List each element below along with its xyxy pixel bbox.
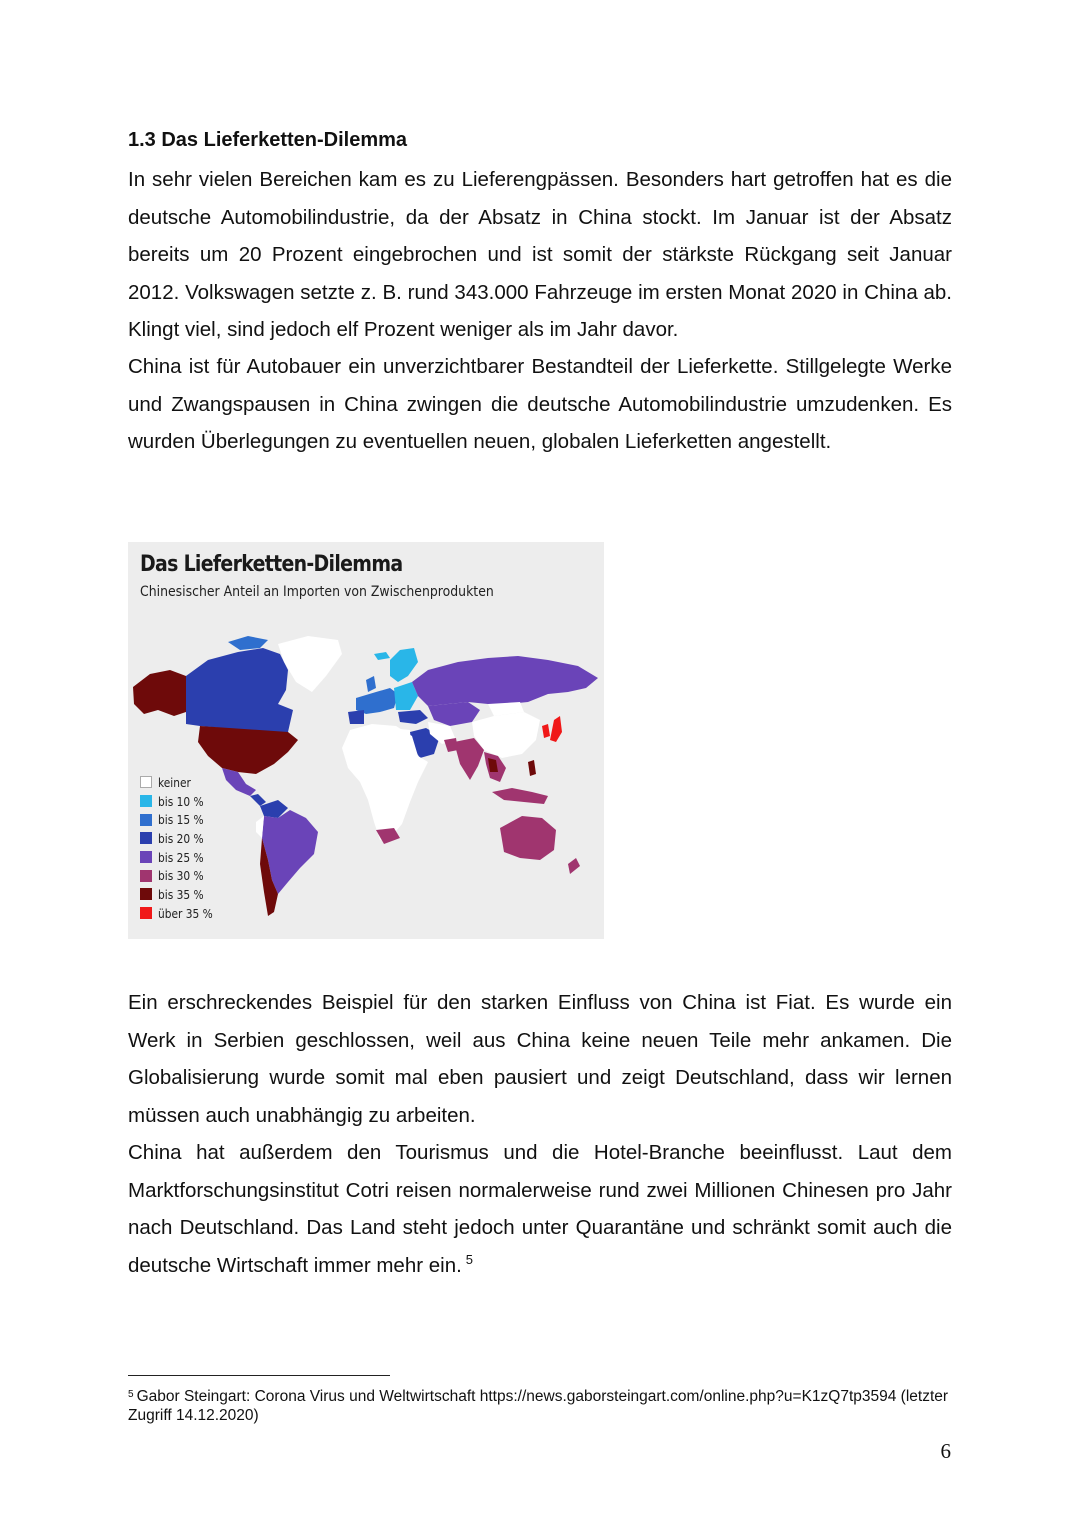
region-pakistan: [444, 738, 458, 752]
footnote-text: Gabor Steingart: Corona Virus und Weltwirtschaft https://news.gaborsteingart.com/online.php?u=K1zQ7tp3594 (letzter Zugriff 14.12.2020): [128, 1388, 949, 1424]
section-heading: 1.3 Das Lieferketten-Dilemma: [128, 129, 408, 151]
legend-item: [140, 866, 222, 885]
region-usa: [198, 726, 298, 774]
legend-item: [140, 904, 222, 923]
region-iceland: [374, 652, 390, 660]
region-india: [454, 738, 484, 780]
region-korea: [542, 724, 550, 738]
legend-label: bis 20 %: [158, 830, 204, 846]
figure-title: Das Lieferketten-Dilemma: [140, 552, 403, 577]
region-philippines: [528, 760, 536, 776]
footnote-number: 5: [128, 1389, 134, 1400]
legend-swatch: [140, 888, 152, 900]
figure-subtitle: Chinesischer Anteil an Importen von Zwischenprodukten: [140, 584, 494, 600]
legend-label: bis 15 %: [158, 812, 204, 828]
paragraph-supply-chain: China ist für Autobauer ein unverzichtbarer Bestandteil der Lieferkette. Stillgelegte Werke und Zwangspausen in China zwingen die deutsche Automobilindustrie umzudenken. Es wurden Überlegungen zu eventuellen neuen, globalen Lieferketten angestellt.: [128, 355, 952, 453]
region-turkey: [398, 710, 428, 724]
region-central-america: [250, 794, 266, 806]
region-japan: [550, 716, 562, 742]
region-egypt: [390, 728, 410, 742]
legend-label: bis 35 %: [158, 886, 204, 902]
region-indonesia: [492, 788, 548, 804]
region-canada-islands: [228, 636, 268, 650]
legend-label: keiner: [158, 774, 191, 790]
legend-swatch: [140, 814, 152, 826]
region-western-europe: [356, 688, 398, 714]
region-australia: [500, 816, 556, 860]
region-alaska: [133, 670, 186, 716]
legend-swatch: [140, 870, 152, 882]
paragraph-tourism: [128, 1134, 952, 1284]
legend-item: [140, 885, 222, 904]
legend-swatch: [140, 851, 152, 863]
legend-item: [140, 829, 222, 848]
legend-item: [140, 810, 222, 829]
paragraph-fiat-example: Ein erschreckendes Beispiel für den starken Einfluss von China ist Fiat. Es wurde ein Werk in Serbien geschlossen, weil aus China keine neuen Teile mehr ankamen. Die Globalisierung wurde somit mal eben pausiert und zeigt Deutschland, dass wir lernen müssen auch unabhängig zu arbeiten.: [128, 991, 952, 1127]
region-uk: [366, 676, 376, 692]
region-greenland: [278, 636, 342, 692]
legend-label: bis 10 %: [158, 793, 204, 809]
region-new-zealand: [568, 858, 580, 874]
legend-swatch: [140, 832, 152, 844]
page-number: 6: [940, 1439, 951, 1463]
legend-label: bis 25 %: [158, 849, 204, 865]
paragraph-supply-shortage: In sehr vielen Bereichen kam es zu Lieferengpässen. Besonders hart getroffen hat es die deutsche Automobilindustrie, da der Absatz in China stockt. Im Januar ist der Absatz bereits um 20 Prozent eingebrochen und ist somit der stärkste Rückgang seit Januar 2012. Volkswagen setzte z. B. rund 343.000 Fahrzeuge im ersten Monat 2020 in China ab. Klingt viel, sind jedoch elf Prozent weniger als im Jahr davor.: [128, 168, 952, 341]
legend-swatch: [140, 795, 152, 807]
legend-label: bis 30 %: [158, 868, 204, 884]
footnote-reference[interactable]: 5: [465, 1251, 474, 1267]
region-canada: [186, 648, 293, 732]
region-spain: [348, 710, 364, 724]
region-scandinavia: [390, 648, 418, 682]
footnote-divider: [128, 1375, 390, 1376]
region-russia: [412, 656, 598, 706]
footnote: [128, 1387, 958, 1425]
supply-chain-figure: [128, 542, 604, 939]
legend-item: [140, 792, 222, 811]
legend-swatch: [140, 776, 152, 788]
legend-label: über 35 %: [158, 905, 213, 921]
legend-item: [140, 773, 222, 792]
legend-swatch: [140, 907, 152, 919]
paragraph-tourism-text: China hat außerdem den Tourismus und die Hotel-Branche beeinflusst. Laut dem Marktforschungsinstitut Cotri reisen normalerweise rund zwei Millionen Chinesen pro Jahr nach Deutschland. Das Land steht jedoch unter Quarantäne und schränkt somit auch die deutsche Wirtschaft immer mehr ein.: [128, 1141, 952, 1277]
legend-item: [140, 848, 222, 867]
map-legend: [140, 773, 222, 923]
